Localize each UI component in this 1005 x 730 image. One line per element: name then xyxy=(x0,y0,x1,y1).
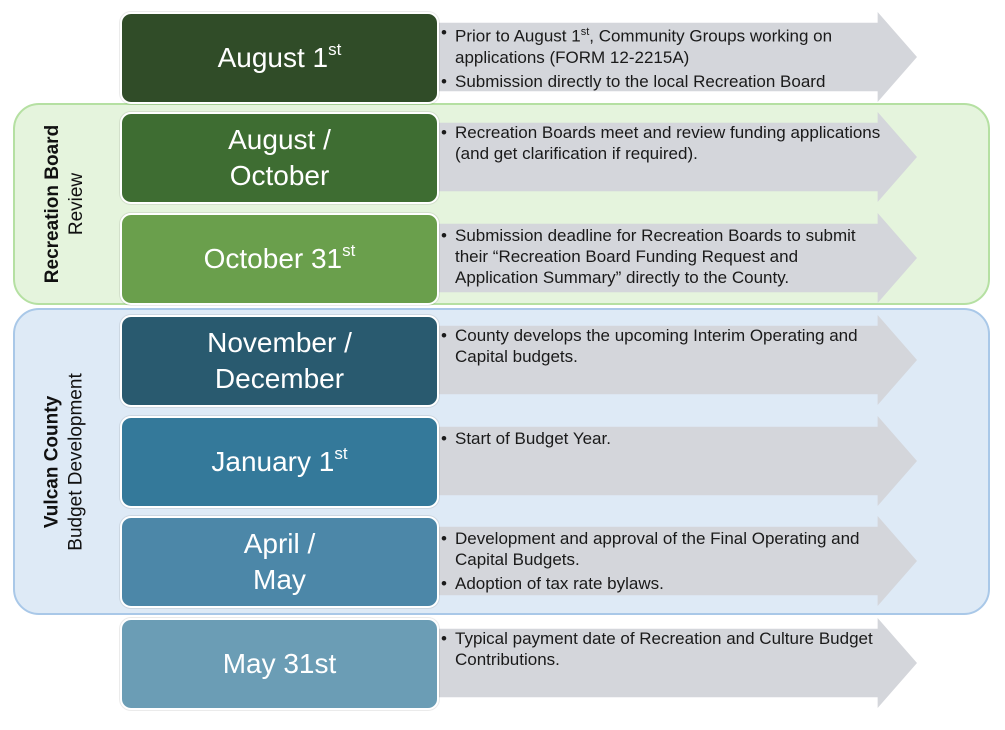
step-date-box xyxy=(120,516,439,608)
step-date-box xyxy=(120,416,439,508)
step-date-superscript: st xyxy=(328,39,342,59)
step-bullet: • Submission directly to the local Recreation Board xyxy=(441,71,881,92)
step-bullet: • Typical payment date of Recreation and Culture Budget Contributions. xyxy=(441,628,881,670)
step-date-box xyxy=(120,315,439,407)
step-bullet: • Prior to August 1st, Community Groups working on applications (FORM 12-2215A) xyxy=(441,22,881,68)
recreation-board-subtitle: Review xyxy=(66,172,87,236)
step-bullet: • Recreation Boards meet and review funding applications (and get clarification if required). xyxy=(441,122,881,164)
step-description xyxy=(441,528,881,597)
step-description xyxy=(441,22,881,95)
step-date-line: January 1st xyxy=(211,443,348,477)
step-bullet: • Start of Budget Year. xyxy=(441,428,881,449)
step-date-box xyxy=(120,12,439,104)
step-bullet: • Adoption of tax rate bylaws. xyxy=(441,573,881,594)
step-bullet: • County develops the upcoming Interim Operating and Capital budgets. xyxy=(441,325,881,367)
bullet-superscript: st xyxy=(580,26,590,38)
step-date-line: December xyxy=(214,363,345,394)
vulcan-county-title: Vulcan County xyxy=(42,395,64,528)
step-date-line: August 1st xyxy=(217,39,342,73)
step-date-box xyxy=(120,213,439,305)
step-date-box xyxy=(120,112,439,204)
step-date-line: April / xyxy=(243,528,316,559)
step-date-line: August / xyxy=(228,124,331,155)
step-date-superscript: st xyxy=(342,240,356,260)
step-description xyxy=(441,428,881,452)
recreation-board-title: Recreation Board xyxy=(42,124,63,284)
recreation-board-group-label xyxy=(15,105,115,303)
step-description xyxy=(441,628,881,673)
step-date-box xyxy=(120,618,439,710)
step-description xyxy=(441,225,881,291)
vulcan-county-subtitle: Budget Development xyxy=(66,372,88,551)
step-date-line: May 31st xyxy=(222,648,337,679)
step-date-line: November / xyxy=(207,327,352,358)
step-date-superscript: st xyxy=(334,443,348,463)
vulcan-county-group-label xyxy=(15,310,115,613)
step-description xyxy=(441,325,881,370)
step-date-line: May xyxy=(253,564,306,595)
step-date-line: October xyxy=(229,160,330,191)
step-description xyxy=(441,122,881,167)
step-date-line: October 31st xyxy=(203,240,356,274)
step-bullet: • Development and approval of the Final Operating and Capital Budgets. xyxy=(441,528,881,570)
step-bullet: • Submission deadline for Recreation Boards to submit their “Recreation Board Funding Request and Application Summary” directly to the County. xyxy=(441,225,881,288)
